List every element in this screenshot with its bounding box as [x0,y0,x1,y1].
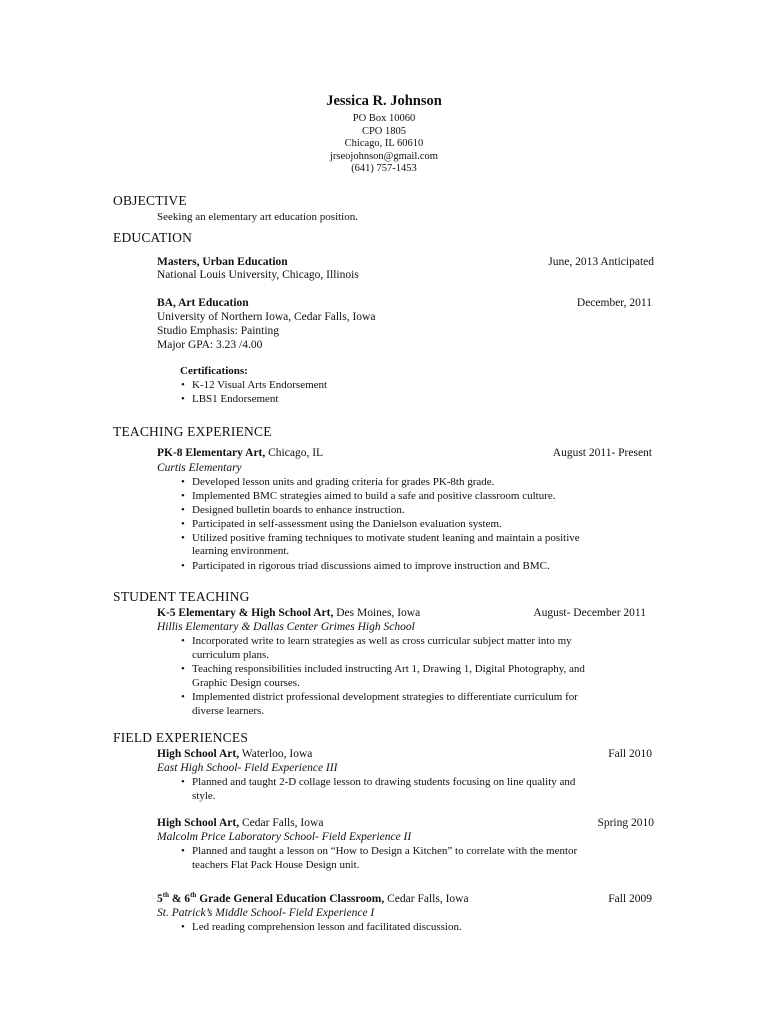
grade-5-suffix: th [162,891,169,900]
bullet-icon: • [181,504,185,516]
grade-5: 5 [157,893,163,905]
bullet-icon: • [181,845,185,857]
bullet-icon: • [181,518,185,530]
field-3-location: Cedar Falls, Iowa [384,893,469,905]
student-teaching-title: K-5 Elementary & High School Art, [157,607,334,619]
teaching-bullet: Participated in rigorous triad discussions aimed to improve instruction and BMC. [192,560,550,572]
field-1-location: Waterloo, Iowa [239,748,313,760]
student-teaching-position [157,606,420,620]
field-heading: FIELD EXPERIENCES [113,730,249,745]
ba-school: University of Northern Iowa, Cedar Falls, Iowa [157,311,376,323]
bullet-icon: • [181,490,185,502]
student-teaching-bullet-continuation: Graphic Design courses. [192,677,300,689]
ba-degree: BA, Art Education [157,297,249,309]
bullet-icon: • [181,379,185,391]
grade-6: 6 [184,893,191,905]
bullet-icon: • [181,691,185,703]
teaching-bullet: Designed bulletin boards to enhance instruction. [192,504,405,516]
masters-school: National Louis University, Chicago, Illinois [157,269,359,281]
bullet-icon: • [181,921,185,933]
address-city: Chicago, IL 60610 [344,138,424,149]
field-3-position [157,892,469,906]
teaching-bullet: Developed lesson units and grading criteria for grades PK-8th grade. [192,476,495,488]
field-1-bullet: Planned and taught 2-D collage lesson to drawing students focusing on line quality and [192,776,576,788]
bullet-icon: • [181,776,185,788]
ba-gpa: Major GPA: 3.23 /4.00 [157,339,263,351]
bullet-icon: • [181,393,185,405]
certifications-heading: Certifications: [180,365,248,377]
field-2-bullet-continuation: teachers Flat Pack House Design unit. [192,859,360,871]
field-1-title: High School Art, [157,748,240,760]
student-teaching-date: August- December 2011 [533,607,646,619]
field-2-location: Cedar Falls, Iowa [239,817,324,829]
teaching-date: August 2011- Present [552,447,652,459]
field-1-bullet-continuation: style. [192,790,216,802]
student-teaching-heading: STUDENT TEACHING [113,589,250,604]
education-heading: EDUCATION [113,230,193,245]
student-teaching-school: Hillis Elementary & Dallas Center Grimes High School [157,621,415,633]
field-3-title [157,893,384,905]
objective-text: Seeking an elementary art education position. [157,211,358,223]
student-teaching-bullet: Teaching responsibilities included instructing Art 1, Drawing 1, Digital Photography, and [192,663,585,675]
teaching-bullet: Utilized positive framing techniques to motivate student leaning and maintain a positive [192,532,580,544]
ba-emphasis: Studio Emphasis: Painting [157,325,280,337]
field-1-school: East High School- Field Experience III [157,762,338,774]
teaching-location: Chicago, IL [265,447,324,459]
field-3-bullet: Led reading comprehension lesson and facilitated discussion. [192,921,462,933]
field-2-date: Spring 2010 [597,817,654,829]
grade-6-suffix: th [190,891,197,900]
bullet-icon: • [181,532,185,544]
field-3-date: Fall 2009 [608,893,652,905]
field-2-position [157,816,323,830]
certification-item: LBS1 Endorsement [192,393,279,405]
teaching-bullet: Implemented BMC strategies aimed to build a safe and positive classroom culture. [192,490,556,502]
address-line-1: PO Box 10060 [352,113,416,124]
masters-degree: Masters, Urban Education [157,256,288,268]
field-1-position [157,747,312,761]
phone: (641) 757-1453 [351,163,417,174]
email: jrseojohnson@gmail.com [330,151,438,162]
field-3-school: St. Patrick’s Middle School- Field Experience I [157,907,375,919]
bullet-icon: • [181,476,185,488]
ba-date: December, 2011 [576,297,652,309]
masters-date: June, 2013 Anticipated [548,256,654,268]
certification-item: K-12 Visual Arts Endorsement [192,379,328,391]
field-2-bullet: Planned and taught a lesson on “How to Design a Kitchen” to correlate with the mentor [192,845,578,857]
bullet-icon: • [181,663,185,675]
teaching-school: Curtis Elementary [157,462,242,474]
bullet-icon: • [181,560,185,572]
applicant-name: Jessica R. Johnson [326,93,442,109]
student-teaching-bullet-continuation: curriculum plans. [192,649,269,661]
student-teaching-location: Des Moines, Iowa [333,607,421,619]
field-2-school: Malcolm Price Laboratory School- Field Experience II [157,831,412,843]
field-3-title-rest: Grade General Education Classroom, [196,893,385,905]
objective-heading: OBJECTIVE [113,193,187,208]
grade-ampersand: & [168,893,185,905]
student-teaching-bullet: Implemented district professional development strategies to differentiate curriculum for [192,691,578,703]
address-line-2: CPO 1805 [361,126,407,137]
field-1-date: Fall 2010 [608,748,652,760]
teaching-position [157,446,323,460]
student-teaching-bullet-continuation: diverse learners. [192,705,265,717]
teaching-bullet-continuation: learning environment. [192,545,290,557]
field-2-title: High School Art, [157,817,240,829]
teaching-title: PK-8 Elementary Art, [157,447,266,459]
bullet-icon: • [181,635,185,647]
teaching-bullet: Participated in self-assessment using the Danielson evaluation system. [192,518,502,530]
teaching-heading: TEACHING EXPERIENCE [113,424,272,439]
student-teaching-bullet: Incorporated write to learn strategies as well as cross curricular subject matter into my [192,635,572,647]
